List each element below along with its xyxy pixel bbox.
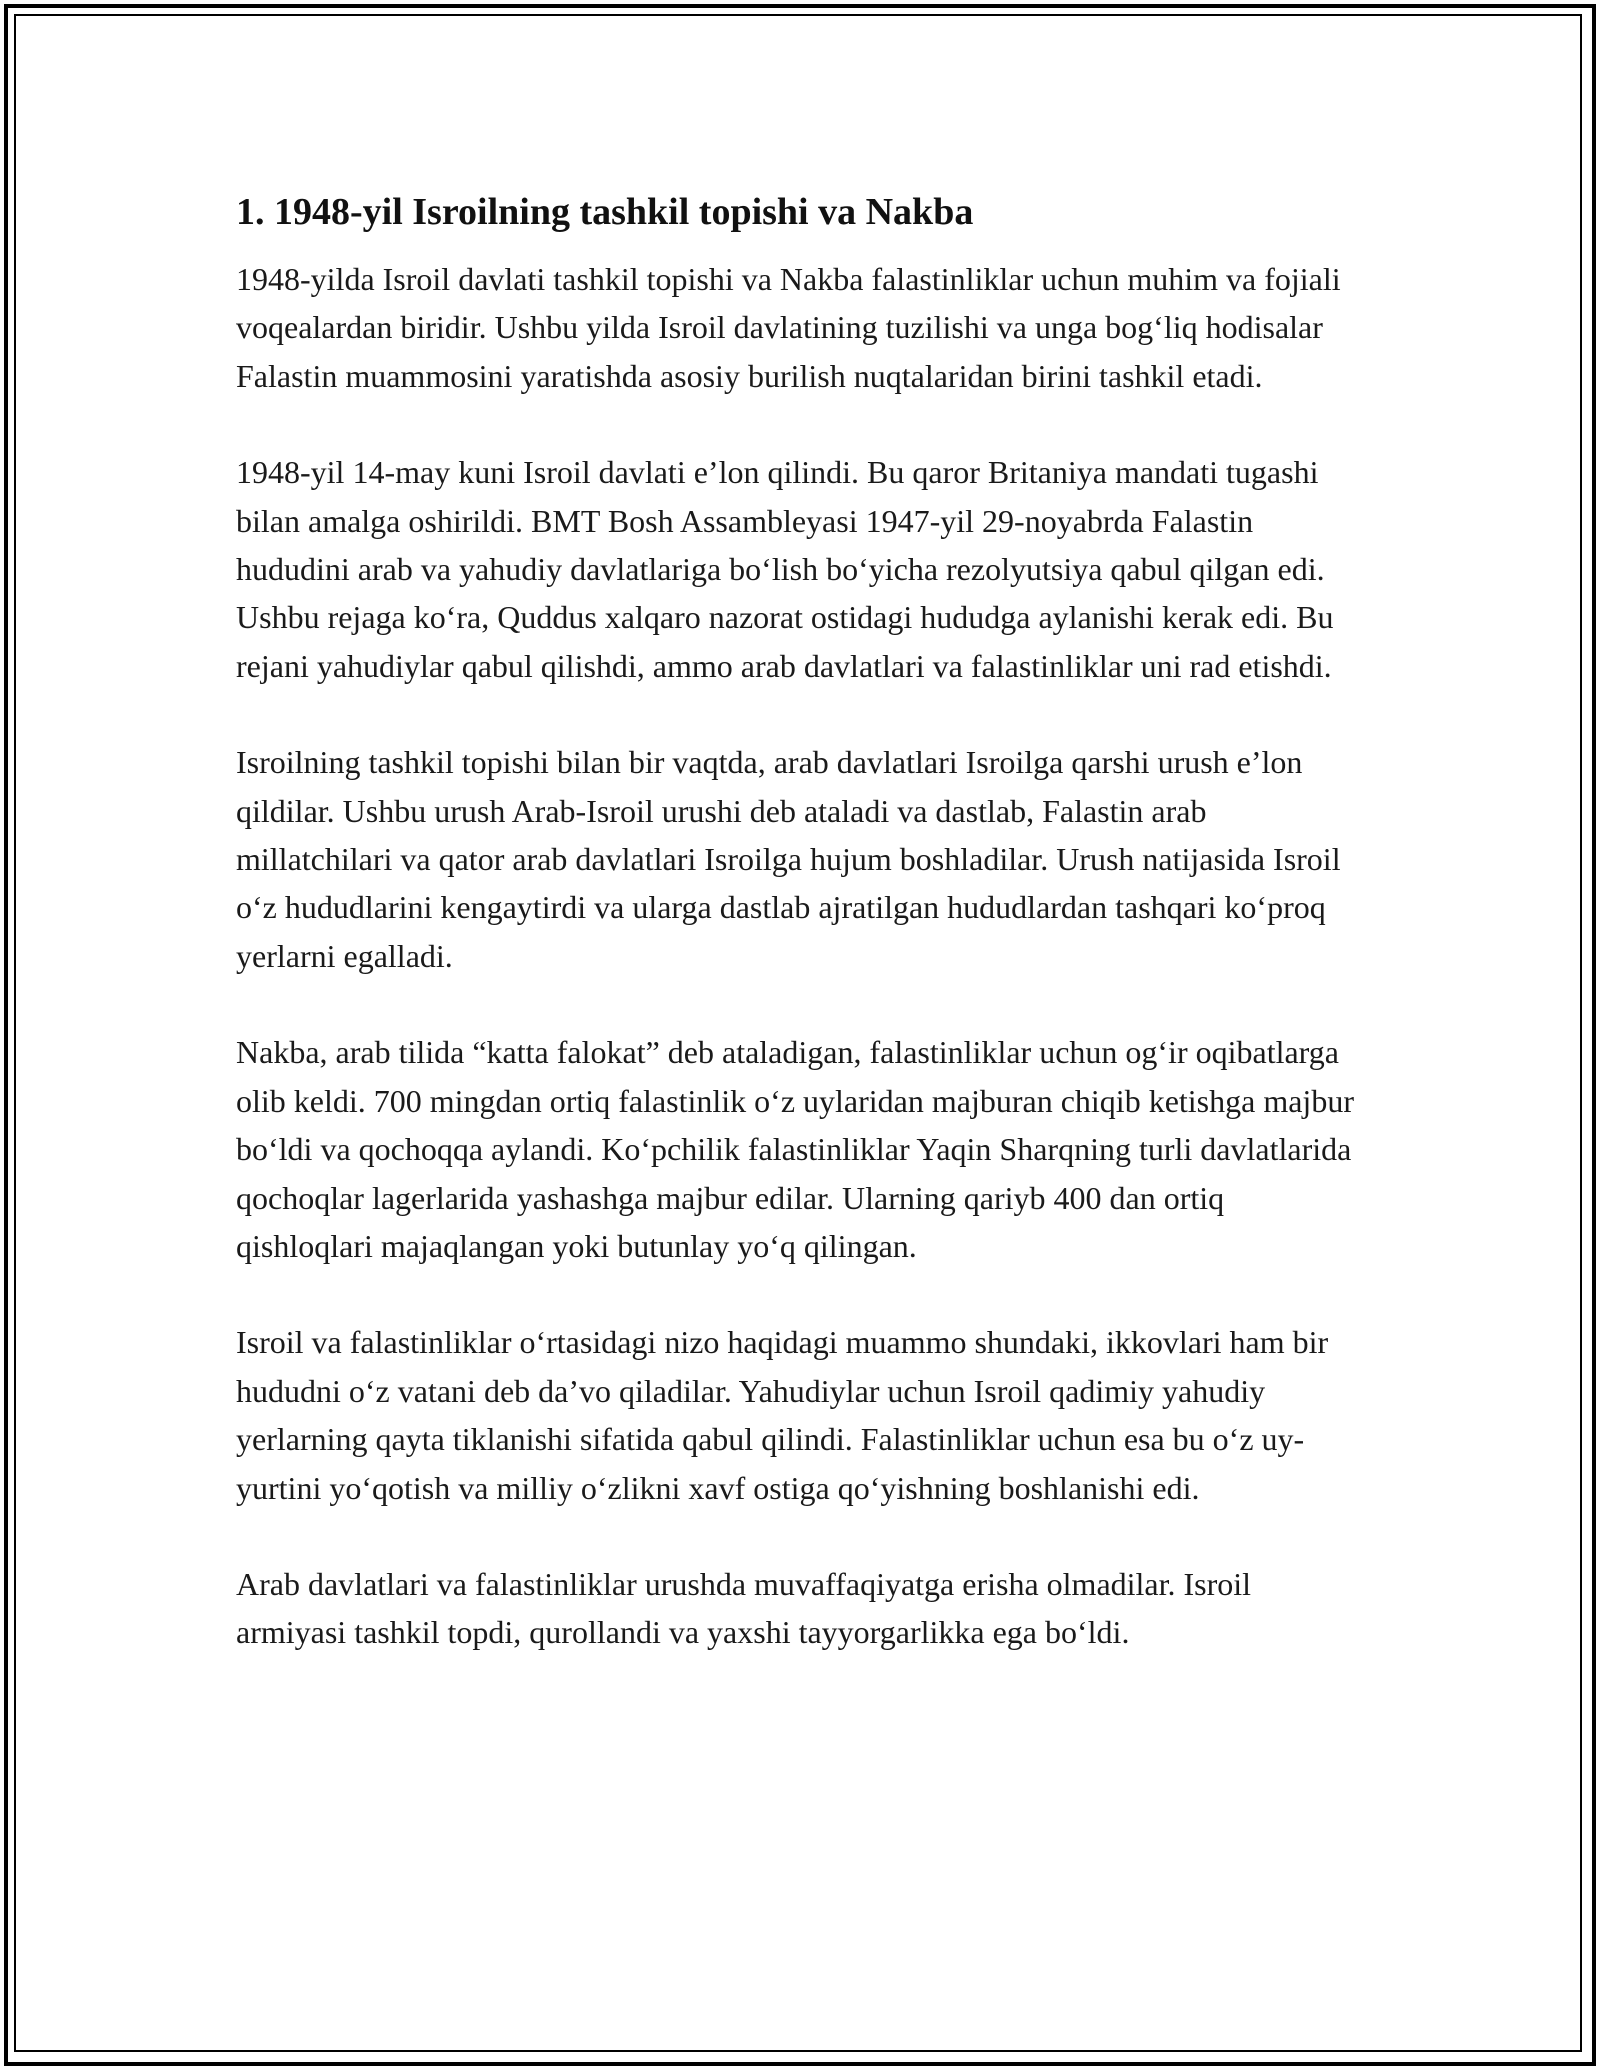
paragraph-1: 1948-yilda Isroil davlati tashkil topishi va Nakba falastinliklar uchun muhim va fojiali voqealardan biridir. Ushbu yilda Isroil davlatining tuzilishi va unga bog‘liq hodisalar Falastin muammosini yaratishda asosiy burilish nuqtalaridan birini tashkil etadi. bbox=[236, 261, 1341, 394]
paragraph-2: 1948-yil 14-may kuni Isroil davlati e’lon qilindi. Bu qaror Britaniya mandati tugashi bilan amalga oshirildi. BMT Bosh Assambleyasi 1947-yil 29-noyabrda Falastin hududini arab va yahudiy davlatlariga bo‘lish bo‘yicha rezolyutsiya qabul qilgan edi. Ushbu rejaga ko‘ra, Quddus xalqaro nazorat ostidagi hududga aylanishi kerak edi. Bu rejani yahudiylar qabul qilishdi, ammo arab davlatlari va falastinliklar uni rad etishdi. bbox=[236, 454, 1334, 684]
paragraph-6: Arab davlatlari va falastinliklar urushda muvaffaqiyatga erisha olmadilar. Isroil armiyasi tashkil topdi, qurollandi va yaxshi tayyorgarlikka ega bo‘ldi. bbox=[236, 1565, 1252, 1651]
document-body bbox=[236, 186, 1366, 1705]
paragraph-3: Isroilning tashkil topishi bilan bir vaqtda, arab davlatlari Isroilga qarshi urush e’lon qildilar. Ushbu urush Arab-Isroil urushi deb ataladi va dastlab, Falastin arab millatchilari va qator arab davlatlari Isroilga hujum boshladilar. Urush natijasida Isroil o‘z hududlarini kengaytirdi va ularga dastlab ajratilgan hududlardan tashqari ko‘proq yerlarni egalladi. bbox=[236, 744, 1341, 974]
paragraph-4: Nakba, arab tilida “katta falokat” deb ataladigan, falastinliklar uchun og‘ir oqibatlarga olib keldi. 700 mingdan ortiq falastinlik o‘z uylaridan majburan chiqib ketishga majbur bo‘ldi va qochoqqa aylandi. Ko‘pchilik falastinliklar Yaqin Sharqning turli davlatlarida qochoqlar lagerlarida yashashga majbur edilar. Ularning qariyb 400 dan ortiq qishloqlari majaqlangan yoki butunlay yo‘q qilingan. bbox=[236, 1034, 1354, 1264]
paragraph-5: Isroil va falastinliklar o‘rtasidagi nizo haqidagi muammo shundaki, ikkovlari ham bir hududni o‘z vatani deb da’vo qiladilar. Yahudiylar uchun Isroil qadimiy yahudiy yerlarning qayta tiklanishi sifatida qabul qilindi. Falastinliklar uchun esa bu o‘z uy-yurtini yo‘qotish va milliy o‘zlikni xavf ostiga qo‘yishning boshlanishi edi. bbox=[236, 1324, 1329, 1506]
section-heading: 1. 1948-yil Isroilning tashkil topishi va Nakba bbox=[236, 191, 974, 233]
